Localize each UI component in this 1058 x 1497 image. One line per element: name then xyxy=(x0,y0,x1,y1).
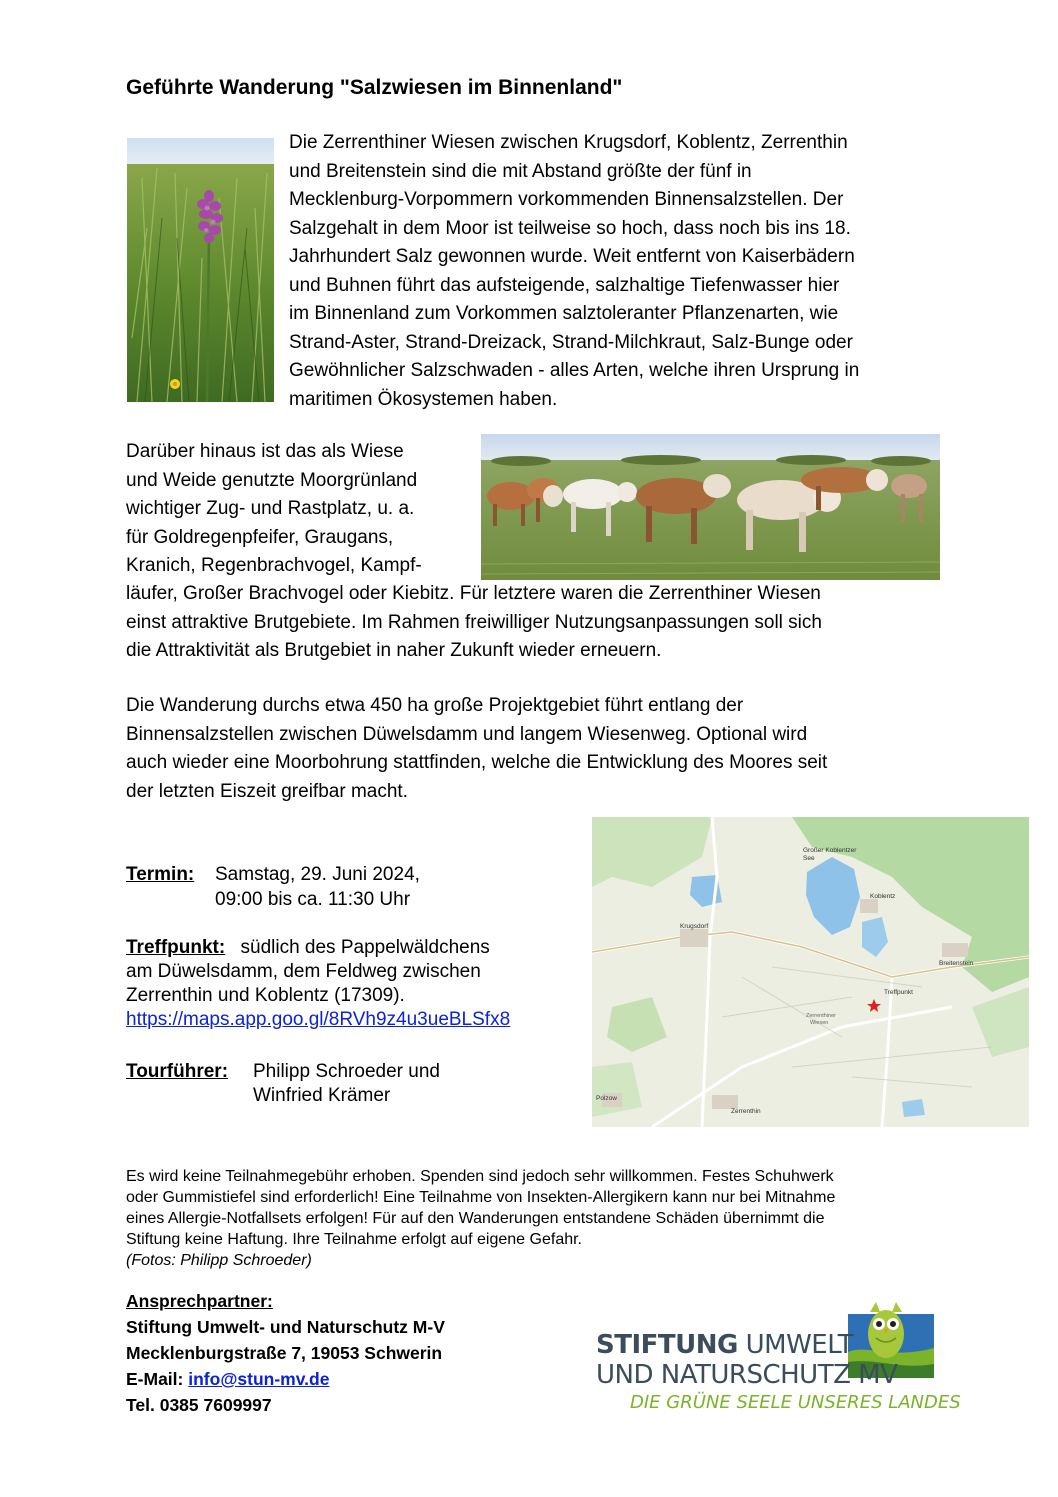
paragraph-2-full xyxy=(126,580,933,666)
map-label-wiesen-2: Wiesen xyxy=(810,1020,829,1026)
email-label: E-Mail: xyxy=(126,1369,184,1389)
map-label-treffpunkt: Treffpunkt xyxy=(884,989,913,996)
text-line: einst attraktive Brutgebiete. Im Rahmen freiwilliger Nutzungsanpassungen soll sich xyxy=(126,611,822,633)
map-label-breitenstein: Breitenstein xyxy=(939,960,974,967)
cattle-photo xyxy=(481,434,940,580)
contact-heading: Ansprechpartner: xyxy=(126,1291,273,1311)
map-label-lake: Großer Koblentzer xyxy=(803,847,857,854)
termin-date: Samstag, 29. Juni 2024, xyxy=(215,864,420,885)
map-label-wiesen-1: Zerrenthiner xyxy=(806,1013,836,1019)
text-line: der letzten Eiszeit greifbar macht. xyxy=(126,780,408,802)
tourfuehrer-line-2: Winfried Krämer xyxy=(253,1085,391,1106)
intro-paragraph xyxy=(289,129,933,414)
text-line: für Goldregenpfeifer, Graugans, xyxy=(126,526,394,548)
text-line: die Attraktivität als Brutgebiet in naher Zukunft wieder erneuern. xyxy=(126,640,662,661)
map-label-polzow: Polzow xyxy=(596,1095,617,1102)
termin-label: Termin: xyxy=(126,864,195,885)
contact-block xyxy=(126,1288,445,1418)
foundation-logo xyxy=(596,1300,961,1415)
text-line: Strand-Aster, Strand-Dreizack, Strand-Milchkraut, Salz-Bunge oder xyxy=(289,331,853,353)
text-line: Kranich, Regenbrachvogel, Kampf- xyxy=(126,555,422,576)
contact-email-row xyxy=(126,1366,445,1392)
text-line: Mecklenburg-Vorpommern vorkommenden Binnensalzstellen. Der xyxy=(289,189,844,210)
photo-credit: (Fotos: Philipp Schroeder) xyxy=(126,1252,312,1269)
notice-line: Es wird keine Teilnahmegebühr erhoben. Spenden sind jedoch sehr willkommen. Festes Schuhwerk xyxy=(126,1168,834,1185)
paragraph-3 xyxy=(126,692,933,806)
notice-line: eines Allergie-Notfallsets erfolgen! Für auf den Wanderungen entstandene Schäden übernimmt die xyxy=(126,1210,825,1227)
logo-line-1-bold: STIFTUNG xyxy=(596,1330,738,1360)
map-label-zerrenthin: Zerrenthin xyxy=(731,1108,761,1115)
contact-phone: Tel. 0385 7609997 xyxy=(126,1395,272,1415)
notice-paragraph xyxy=(126,1166,932,1271)
page-title: Geführte Wanderung "Salzwiesen im Binnenland" xyxy=(126,76,623,99)
text-line: wichtiger Zug- und Rastplatz, u. a. xyxy=(126,498,415,519)
text-line: Binnensalzstellen zwischen Düwelsdamm und langem Wiesenweg. Optional wird xyxy=(126,723,808,745)
orchid-photo xyxy=(127,138,274,402)
tourfuehrer-line-1: Philipp Schroeder und xyxy=(253,1061,440,1082)
text-line: auch wieder eine Moorbohrung stattfinden, welche die Entwicklung des Moores seit xyxy=(126,752,828,773)
text-line: und Buhnen führt das aufsteigende, salzhaltige Tiefenwasser hier xyxy=(289,274,840,296)
logo-slogan: DIE GRÜNE SEELE UNSERES LANDES xyxy=(630,1392,961,1413)
text-line: im Binnenland zum Vorkommen salztoleranter Pflanzenarten, wie xyxy=(289,303,839,324)
text-line: Jahrhundert Salz gewonnen wurde. Weit entfernt von Kaiserbädern xyxy=(289,246,855,267)
map-label-koblentz: Koblentz xyxy=(870,893,896,900)
tourfuehrer-label: Tourführer: xyxy=(126,1061,229,1082)
treffpunkt-section xyxy=(126,936,510,1032)
text-line: und Breitenstein sind die mit Abstand größte der fünf in xyxy=(289,160,752,182)
treffpunkt-line-3: Zerrenthin und Koblentz (17309). xyxy=(126,985,405,1006)
map-label-krugsdorf: Krugsdorf xyxy=(680,923,709,930)
notice-line: oder Gummistiefel sind erforderlich! Eine Teilnahme von Insekten-Allergikern kann nur bei Mitnahme xyxy=(126,1189,836,1206)
text-line: maritimen Ökosystemen haben. xyxy=(289,388,558,410)
text-line: Salzgehalt in dem Moor ist teilweise so hoch, dass noch bis ins 18. xyxy=(289,217,851,239)
treffpunkt-line-1: südlich des Pappelwäldchens xyxy=(240,937,490,958)
text-line: läufer, Großer Brachvogel oder Kiebitz. Für letztere waren die Zerrenthiner Wiesen xyxy=(126,583,821,604)
termin-section xyxy=(126,862,420,910)
email-link[interactable]: info@stun-mv.de xyxy=(188,1369,330,1389)
text-line: und Weide genutzte Moorgrünland xyxy=(126,469,418,491)
map-label-lake-2: See xyxy=(803,855,815,862)
text-line: Die Zerrenthiner Wiesen zwischen Krugsdorf, Koblentz, Zerrenthin xyxy=(289,132,848,153)
text-line: Darüber hinaus ist das als Wiese xyxy=(126,441,404,462)
maps-link[interactable]: https://maps.app.goo.gl/8RVh9z4u3ueBLSfx8 xyxy=(126,1009,511,1030)
notice-line: Stiftung keine Haftung. Ihre Teilnahme erfolgt auf eigene Gefahr. xyxy=(126,1231,582,1248)
paragraph-2-left xyxy=(126,438,466,581)
tourfuehrer-section xyxy=(126,1060,440,1106)
logo-line-1-rest: UMWELT xyxy=(737,1330,853,1360)
text-line: Die Wanderung durchs etwa 450 ha große Projektgebiet führt entlang der xyxy=(126,695,744,716)
logo-line-2: UND NATURSCHUTZ MV xyxy=(596,1360,898,1390)
termin-time: 09:00 bis ca. 11:30 Uhr xyxy=(215,889,411,910)
location-map xyxy=(592,817,1029,1127)
contact-org: Stiftung Umwelt- und Naturschutz M-V xyxy=(126,1317,445,1337)
text-line: Gewöhnlicher Salzschwaden - alles Arten, welche ihren Ursprung in xyxy=(289,360,860,381)
contact-address: Mecklenburgstraße 7, 19053 Schwerin xyxy=(126,1343,443,1363)
treffpunkt-line-2: am Düwelsdamm, dem Feldweg zwischen xyxy=(126,961,481,982)
treffpunkt-label: Treffpunkt: xyxy=(126,937,226,958)
